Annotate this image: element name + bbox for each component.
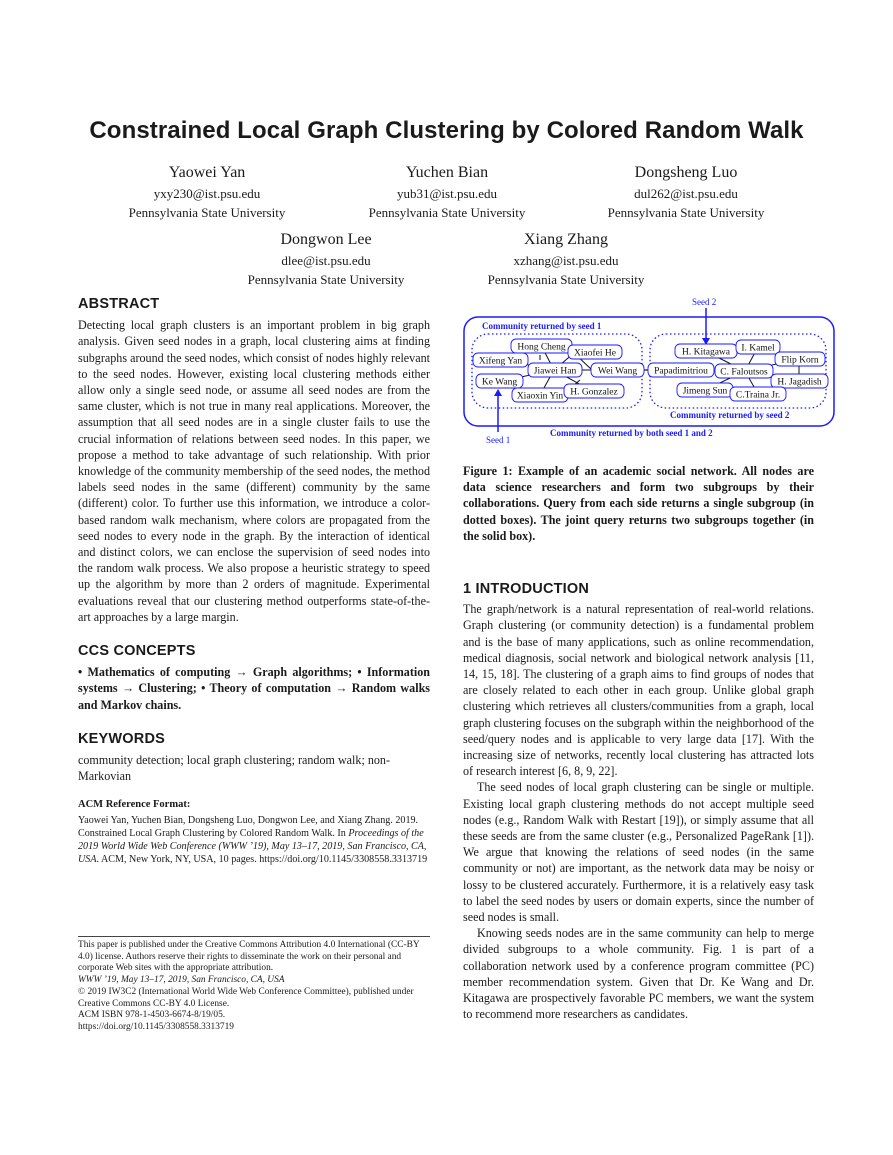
intro-paragraph-2: The seed nodes of local graph clustering can be single or multiple. Existing local graph clustering methods do not accept multiple seed nodes (e.g., Random Walk with Restart [19]), or simply assume that all these seeds are from the same cluster (e.g., Personalized PageRank [1]). We argue that knowing the relations of seed nodes (in the same community or not) are important, as the network data may be noisy or lossy to be clustered accurately. Furthermore, it is a relatively easy task to label the seed nodes by users or domain experts, since the number of seed nodes is small. <box>463 780 814 925</box>
community-2-label: Community returned by seed 2 <box>670 410 790 420</box>
author-affiliation: Pennsylvania State University <box>487 271 645 287</box>
author-name: Dongwon Lee <box>280 231 372 248</box>
right-column <box>463 463 814 1023</box>
intro-paragraph-3: Knowing seeds nodes are in the same community can help to merge divided subgroups to a whole community. Fig. 1 is part of a collaboration network used by a conference program committee (PC) member recommendation system. Given that Dr. Ke Wang and Dr. Kitagawa are prospectively favorable PC members, we want the system to recommend more researchers as candidates. <box>463 926 814 1022</box>
author-email: yxy230@ist.psu.edu <box>153 186 261 201</box>
isbn-line: ACM ISBN 978-1-4503-6674-8/19/05. <box>78 1010 226 1021</box>
node-i-kamel: I. Kamel <box>741 343 775 354</box>
author-email: xzhang@ist.psu.edu <box>513 253 619 268</box>
node-flip-korn: Flip Korn <box>781 355 819 366</box>
author-email: dul262@ist.psu.edu <box>634 186 738 201</box>
node-c-traina-jr: C.Traina Jr. <box>735 390 781 401</box>
author-2 <box>317 163 577 222</box>
seed-1-arrowhead <box>494 389 502 396</box>
author-name: Yaowei Yan <box>168 164 246 181</box>
author-4 <box>196 230 456 289</box>
acm-ref-part2: . ACM, New York, NY, USA, 10 pages. https://doi.org/10.1145/3308558.3313719 <box>96 854 428 866</box>
license-text: This paper is published under the Creative Commons Attribution 4.0 International (CC-BY 4.0) license. Authors reserve their rights to disseminate the work on their personal and corporate Web sites with the appropriate attribution. <box>78 940 420 974</box>
author-affiliation: Pennsylvania State University <box>128 204 286 220</box>
left-column <box>78 296 430 867</box>
node-h-jagadish: H. Jagadish <box>777 377 822 388</box>
author-affiliation: Pennsylvania State University <box>247 271 405 287</box>
node-xiaofei-he: Xiaofei He <box>574 348 616 359</box>
author-name: Yuchen Bian <box>405 164 489 181</box>
abstract-text: Detecting local graph clusters is an important problem in big graph analysis. Given seed nodes in a graph, local clustering aims at finding subgraphs around the seed nodes, which consist of nodes highly relevant to the seed nodes. However, existing local clustering methods either allow only a single seed node, or assume all seed nodes are from the same cluster, which is not true in many real applications. Moreover, the assumption that all seed nodes are in a single cluster fails to use the crucial information of relations between seed nodes. In this paper, we propose a method to take advantage of such relationship. With prior knowledge of the community membership of the seed nodes, the method labels seed nodes in the same (different) community by the same (different) color. To further use this information, we introduce a color-based random walk mechanism, where colors are propagated from the seed nodes to every node in the graph. By the interaction of identical and distinct colors, we can enclose the supervision of seed nodes into the random walk process. We also propose a heuristic strategy to speed up the algorithm by more than 2 orders of magnitude. Experimental evaluations reveal that our clustering method outperforms state-of-the-art approaches by a large margin. <box>78 318 430 624</box>
author-email: dlee@ist.psu.edu <box>281 253 371 268</box>
node-jimeng-sun: Jimeng Sun <box>682 386 728 397</box>
node-papadimitriou: Papadimitriou <box>654 366 708 377</box>
author-5 <box>436 230 696 289</box>
copyright-line: © 2019 IW3C2 (International World Wide Web Conference Committee), published under Creative Commons CC-BY 4.0 License. <box>78 986 414 1009</box>
paper-title: Constrained Local Graph Clustering by Colored Random Walk <box>89 117 804 144</box>
figure-caption: Figure 1: Example of an academic social network. All nodes are data science researchers and form two subgroups by their collaborations. Query from each side returns a single subgroup (in dotted boxes). The joint query returns two subgroups together (in the solid box). <box>463 464 814 543</box>
node-wei-wang: Wei Wang <box>597 366 638 377</box>
acm-reference-heading: ACM Reference Format: <box>78 799 191 811</box>
author-name: Xiang Zhang <box>524 231 608 248</box>
community-1-label: Community returned by seed 1 <box>482 321 602 331</box>
author-affiliation: Pennsylvania State University <box>607 204 765 220</box>
keywords-text: community detection; local graph clustering; random walk; non-Markovian <box>78 753 391 784</box>
doi-line: https://doi.org/10.1145/3308558.3313719 <box>78 1021 234 1032</box>
acm-reference-text <box>78 814 430 867</box>
node-xifeng-yan: Xifeng Yan <box>478 356 523 367</box>
ccs-text: • Mathematics of computing → Graph algorithms; • Information systems → Clustering; • Theory of computation → Random walks and Markov chains. <box>78 665 430 712</box>
seed-1-label: Seed 1 <box>486 435 511 445</box>
keywords-heading: KEYWORDS <box>78 730 165 747</box>
ccs-heading: CCS CONCEPTS <box>78 643 196 660</box>
copyright-footnote <box>78 936 430 1034</box>
node-hong-cheng: Hong Cheng <box>517 342 566 353</box>
author-3 <box>556 163 816 222</box>
acm-ref-part1: Yaowei Yan, Yuchen Bian, Dongsheng Luo, Dongwon Lee, and Xiang Zhang. 2019. Constrained Local Graph Clustering by Colored Random Walk. In <box>78 814 419 839</box>
figure-network-diagram <box>462 295 836 445</box>
node-jiawei-han: Jiawei Han <box>533 366 577 377</box>
author-name: Dongsheng Luo <box>634 164 738 181</box>
author-affiliation: Pennsylvania State University <box>368 204 526 220</box>
node-h-gonzalez: H. Gonzalez <box>570 387 618 398</box>
node-xiaoxin-yin: Xiaoxin Yin <box>516 391 564 402</box>
author-email: yub31@ist.psu.edu <box>396 186 498 201</box>
seed-2-label: Seed 2 <box>692 297 717 307</box>
node-c-faloutsos: C. Faloutsos <box>720 367 768 378</box>
joint-community-label: Community returned by both seed 1 and 2 <box>550 428 713 438</box>
conference-line: WWW ’19, May 13–17, 2019, San Francisco, CA, USA <box>78 975 285 986</box>
author-1 <box>77 163 337 222</box>
node-ke-wang: Ke Wang <box>481 377 518 388</box>
nodes-community-2 <box>648 340 828 401</box>
node-h-kitagawa: H. Kitagawa <box>681 347 731 358</box>
intro-paragraph-1: The graph/network is a natural representation of real-world relations. Graph clustering (or community detection) is a fundamental problem and is the base of many applications, such as online recommendation, medical diagnosis, social network and biological network analysis [11, 14, 15, 18]. The clustering of a graph aims to find groups of nodes that are closely related to each other in each group. Unlike global graph clustering which retrieves all clusters/communities from a graph, local graph clustering focuses on the subgraph within the neighborhood of the seed/query nodes and is applicable to very large data [17]. With the increasing size of networks, recently local clustering has attracted lots of research interest [6, 8, 9, 22]. <box>463 602 814 779</box>
abstract-heading: ABSTRACT <box>78 296 160 312</box>
acm-ref-venue: Proceedings of the 2019 World Wide Web Conference (WWW ’19), May 13–17, 2019, San Francisco, CA, USA <box>78 827 427 866</box>
introduction-heading: 1 INTRODUCTION <box>463 581 590 598</box>
